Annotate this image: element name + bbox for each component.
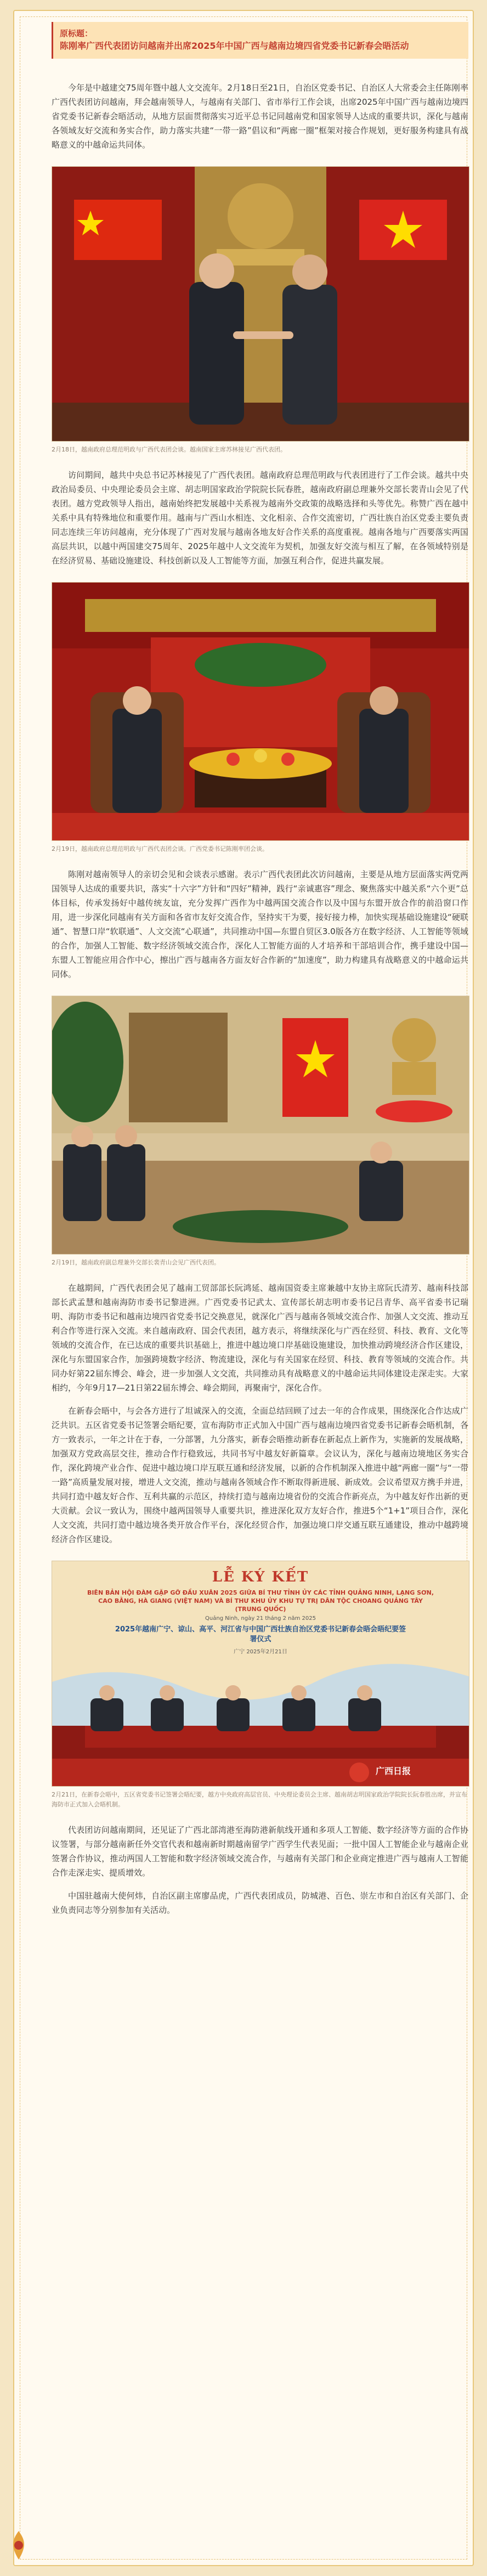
photo-caption: 2月18日，越南政府总理范明政与广西代表团会谈。越南国家主席苏林接见广西代表团。 [52,446,286,453]
paragraph: 访问期间，越共中央总书记苏林接见了广西代表团。越南政府总理范明政与代表团进行了工作会谈。越共中央政治局委员、中央理论委员会主席、胡志明国家政治学院院长阮春胜，越南政府副总理兼外交部长裴青山会见了代表团。越方党政领导人指出，越南始终把发展越中关系视为越南外交政策的战略选择和头等优先。称赞广西在越中关系中具有特殊地位和重要作用。越南与广西山水相连、文化相亲、合作交流密切，广西壮族自治区党委主要负责同志连续三年访问越南，充分体现了广西对发展与越南各地友好合作关系的高度重视。越南各地与广西要落实两国高层共识，以越中两国建交75周年、2025年越中人文交流年为契机，加强友好交流与相互了解，在各领域特别是在经济贸易、基础设施建设、科技创新以及人工智能等方面，加强互利合作，促进共赢发展。 [52,470,468,566]
signing-heading: LỄ KÝ KẾT [212,1569,309,1585]
signing-place-zh: 广宁 2025年2月21日 [234,1649,287,1655]
paragraph: 在新春会晤中，与会各方进行了坦诚深入的交流，全面总结回顾了过去一年的合作成果，围绕深化合作达成广泛共识。五区省党委书记签署会晤纪要，宣布海防市正式加入中国广西与越南边境四省党委书记新春会晤机制，各方一致表示，一年之计在于春，一分部署，九分落实，新春会晤推动新春在新起点上新作为，实施新的发展战略，加强双方党政高层交往，推动合作行稳致远，共同书写中越友好新篇章。会议认为，深化与越南边境地区务实合作，深化跨境产业合作、促进中越边境口岸互联互通和经济发展，以新的合作机制深入推进中越“两廊一圈”与“一带一路”高质量发展对接，增进人文交流，推动与越南各领域合作不断取得新进展、新成效。会议希望双方携手并进，共同打造中越友好合作、互利共赢的示范区，持续打造与越南边境省份的交流合作新亮点，为中越友好作出新的更大贡献。会议一致认为，围绕中越两国领导人重要共识，推进深化双方友好合作，推进5个“1+1”项目合作，深化人文交流，共同打造中越边境各类开放合作平台，深化经贸合作，加强边境口岸交通互联互通建设，推动中越跨境经济合作区建设。 [52,1406,468,1544]
photo-handshake-image [52,167,469,441]
signing-title-zh: 2025年越南广宁、谅山、高平、河江省与中国广西壮族自治区党委书记新春会晤会晤纪要签署仪式 [115,1625,406,1643]
original-title: 陈刚率广西代表团访问越南并出席2025年中国广西与越南边境四省党委书记新春会晤活动 [60,41,409,51]
photo-caption: 2月19日，越南政府副总理兼外交部长裴青山会见广西代表团。 [52,1259,220,1266]
paragraph: 今年是中越建交75周年暨中越人文交流年。2月18日至21日，自治区党委书记、自治区人大常委会主任陈刚率广西代表团访问越南，拜会越南领导人，与越南有关部门、省市举行工作会谈，出席2025年中国广西与越南边境四省党委书记新春会晤活动，从地方层面贯彻落实习近平总书记同越南党和国家领导人达成的重要共识，深化与越南各领域友好交流和务实合作，助力落实共建“一带一路”倡议和“两廊一圈”框架对接合作规划，更好服务构建具有战略意义的中越命运共同体。 [52,83,468,150]
page-frame [13,10,474,2566]
signing-place-vi: Quảng Ninh, ngày 21 tháng 2 năm 2025 [205,1615,316,1622]
photo-caption: 2月19日，越南政府总理范明政与广西代表团会谈。广西党委书记陈刚率团会谈。 [52,845,268,852]
article-content [52,22,468,1926]
paragraph: 代表团访问越南期间，还见证了广西北部湾港至海防港新航线开通和多项人工智能、数字经济等方面的合作协议签署，与部分越南新任外交官代表和越南新时期越南留学广西学生代表见面；一批中国人工智能企业与越南企业签署合作协议，推动两国人工智能和数字经济领域交流合作，与越南有关部门和企业商定推进广西与越南人工智能合作走深走实、提质增效。 [52,1825,468,1878]
photo-handshake [52,166,469,442]
paragraph: 在越期间，广西代表团会见了越南工贸部部长阮鸿延、越南国资委主席兼越中友协主席阮氏清芳、越南科技部部长武孟慧和越南海防市委书记黎进洲。广西党委书记武太、宣传部长胡志明市委书记吕青华、高平省委书记瑞明、海防市委书记和越南边境四省党委书记交换意见，就深化广西与越南各领域交流合作、加强人文交流、推动互利合作等进行深入交流。来自越南政府、国会代表团，越方表示，将继续深化与广西在经贸、科技、教育、文化等领域的交流合作，在已达成的重要共识基础上，推进中越边境口岸基础设施建设，加快推动跨境经济合作区建设，深化与东盟国家合作，加强跨境数字经济、物流建设，深化与有关国家在经贸、科技、教育等领域的交流合作。共同办好第22届东博会、峰会，进一步加强人文交流，共同推动具有战略意义的中越命运共同体建设走深走实。大家相约，今年9月17—21日第22届东博会、峰会期间，再聚南宁，深化合作。 [52,1283,468,1393]
newspaper-logo [376,1764,411,1777]
photo-meeting-hall-image [52,583,469,840]
headline-box [52,22,468,59]
original-title-label: 原标题： [60,29,93,38]
photo-signing-ceremony [52,1561,469,1787]
paragraph: 陈刚对越南领导人的亲切会见和会谈表示感谢。表示广西代表团此次访问越南，主要是从地方层面落实两党两国领导人达成的重要共识，落实“十六字”方针和“四好”精神，践行“亲诚惠容”理念、聚焦落实中越关系“六个更”总体目标，传承发扬好中越传统友谊，充分发挥广西作为中越两国交流合作以及中国与东盟开放合作的前沿窗口作用，进一步深化同越南有关方面和各省市友好交流合作，坚持实干为要，接好接力棒，加快实现基础设施建设“硬联通”、智慧口岸“软联通”、人文交流“心联通”，共同推动中国—东盟自贸区3.0版各方在数字经济、人工智能等领域的合作，加强人工智能、数字经济领域交流合作，深化人工智能方面的人才培养和干部培训合作，携手建设中国—东盟人工智能应用合作中心，擦出广西与越南各方面友好合作新的“加速度”，助力构建具有战略意义的中越命运共同体。 [52,869,468,979]
paragraph: 中国驻越南大使何炜，自治区副主席廖品虎，广西代表团成员，防城港、百色、崇左市和自治区有关部门、企业负责同志等分别参加有关活动。 [52,1891,468,1915]
decorative-seal-icon [8,2529,30,2562]
photo-reception-image [52,996,469,1254]
newspaper-logo-text: 广西日报 [376,1766,411,1776]
photo-reception [52,996,469,1255]
photo-caption: 2月21日，在新春会晤中，五区省党委书记签署会晤纪要，越方中央政府高层官员、中央理论委员会主席、越南胡志明国家政治学院院长阮春胜出席，并宣布海防市正式加入会晤机制。 [52,1791,467,1808]
photo-meeting-hall [52,582,469,841]
signing-subtitle-vi: BIÊN BẢN HỘI ĐÀM GẶP GỠ ĐẦU XUÂN 2025 GIỮA BÍ THƯ TỈNH ỦY CÁC TỈNH QUẢNG NINH, LẠNG SƠN, CAO BẰNG, HÀ GIANG (VIỆT NAM) VÀ BÍ THƯ KHU ỦY KHU TỰ TRỊ DÂN TỘC CHOANG QUẢNG TÂY (TRUNG QUỐC) [87,1589,434,1613]
